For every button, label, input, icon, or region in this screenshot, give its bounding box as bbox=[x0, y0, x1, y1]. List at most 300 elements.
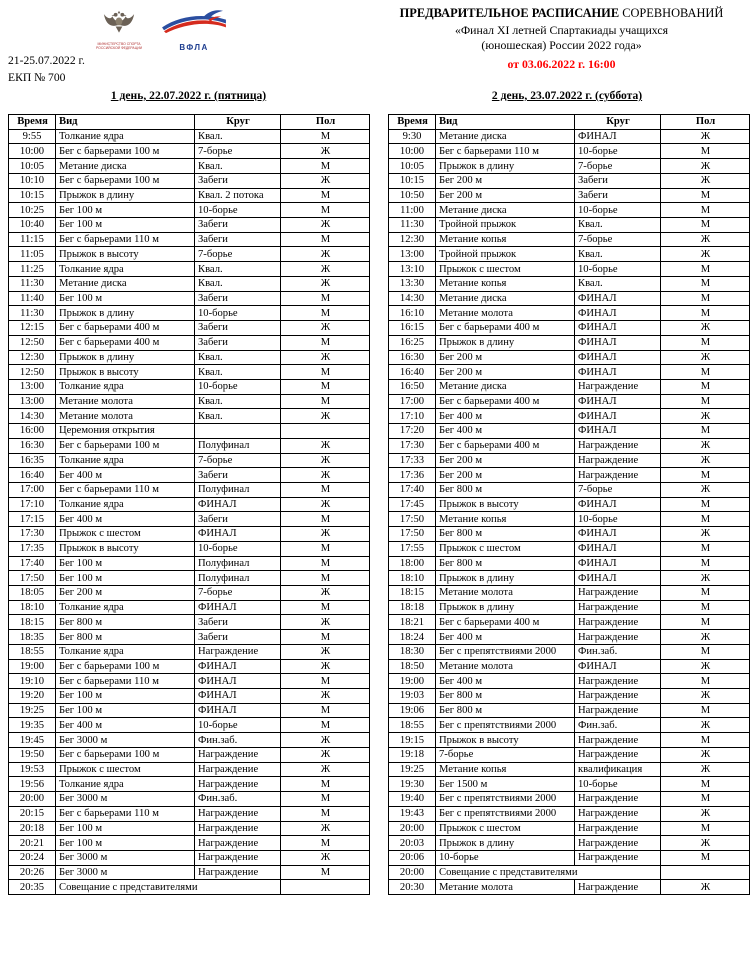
event-cell: Бег с барьерами 400 м bbox=[436, 438, 575, 453]
page-title bbox=[375, 6, 748, 21]
schedule-row bbox=[389, 821, 750, 836]
round-cell: ФИНАЛ bbox=[575, 365, 661, 380]
event-cell: Бег с барьерами 110 м bbox=[56, 482, 195, 497]
time-cell: 17:35 bbox=[9, 541, 56, 556]
gender-cell: М bbox=[661, 644, 750, 659]
event-cell: Метание копья bbox=[436, 512, 575, 527]
round-cell: Награждение bbox=[575, 733, 661, 748]
event-cell: Прыжок в длину bbox=[436, 600, 575, 615]
gender-cell: М bbox=[281, 129, 370, 144]
time-cell: 20:30 bbox=[389, 880, 436, 895]
time-cell: 9:30 bbox=[389, 129, 436, 144]
gender-cell: М bbox=[281, 335, 370, 350]
schedule-row bbox=[9, 777, 370, 792]
event-cell: Бег 3000 м bbox=[56, 865, 195, 880]
column-header-event: Вид bbox=[436, 115, 575, 130]
schedule-row bbox=[9, 512, 370, 527]
schedule-row bbox=[389, 586, 750, 601]
time-cell: 10:05 bbox=[9, 159, 56, 174]
gender-cell: Ж bbox=[661, 247, 750, 262]
schedule-row bbox=[389, 306, 750, 321]
schedule-row bbox=[389, 792, 750, 807]
schedule-row bbox=[389, 365, 750, 380]
time-cell: 17:50 bbox=[9, 571, 56, 586]
schedule-table-day2 bbox=[388, 114, 750, 895]
round-cell: Забеги bbox=[195, 321, 281, 336]
round-cell: Награждение bbox=[575, 689, 661, 704]
round-cell: ФИНАЛ bbox=[575, 571, 661, 586]
event-cell: Метание диска bbox=[436, 379, 575, 394]
time-cell: 19:06 bbox=[389, 703, 436, 718]
gender-cell: М bbox=[281, 365, 370, 380]
round-cell: Забеги bbox=[575, 173, 661, 188]
event-cell: Бег 800 м bbox=[56, 615, 195, 630]
schedule-row bbox=[9, 644, 370, 659]
time-cell: 19:00 bbox=[9, 659, 56, 674]
gender-cell: М bbox=[661, 556, 750, 571]
gender-cell: М bbox=[661, 203, 750, 218]
time-cell: 17:50 bbox=[389, 512, 436, 527]
gender-cell: Ж bbox=[661, 409, 750, 424]
event-cell: Метание молота bbox=[436, 306, 575, 321]
gender-cell: М bbox=[281, 203, 370, 218]
round-cell: 10-борье bbox=[195, 306, 281, 321]
gender-cell: М bbox=[661, 144, 750, 159]
event-cell: Прыжок в длину bbox=[436, 335, 575, 350]
round-cell: Награждение bbox=[575, 630, 661, 645]
time-cell: 19:40 bbox=[389, 792, 436, 807]
event-cell: Прыжок с шестом bbox=[56, 527, 195, 542]
round-cell: ФИНАЛ bbox=[195, 659, 281, 674]
round-cell: 7-борье bbox=[575, 482, 661, 497]
round-cell: ФИНАЛ bbox=[575, 497, 661, 512]
event-cell: Бег 100 м bbox=[56, 689, 195, 704]
time-cell: 17:30 bbox=[389, 438, 436, 453]
gender-cell: М bbox=[281, 394, 370, 409]
gender-cell: М bbox=[661, 733, 750, 748]
schedule-row bbox=[9, 733, 370, 748]
gender-cell: М bbox=[661, 674, 750, 689]
round-cell: ФИНАЛ bbox=[575, 129, 661, 144]
time-cell: 19:18 bbox=[389, 747, 436, 762]
event-cell: Прыжок в длину bbox=[56, 188, 195, 203]
schedule-row bbox=[9, 306, 370, 321]
gender-cell: М bbox=[281, 630, 370, 645]
event-cell: Бег 800 м bbox=[56, 630, 195, 645]
schedule-row bbox=[389, 218, 750, 233]
gender-cell: М bbox=[281, 865, 370, 880]
time-cell: 12:50 bbox=[9, 365, 56, 380]
event-cell: Бег 100 м bbox=[56, 703, 195, 718]
schedule-row bbox=[9, 262, 370, 277]
column-header-gender: Пол bbox=[281, 115, 370, 130]
event-cell: Прыжок в высоту bbox=[56, 365, 195, 380]
schedule-row bbox=[389, 247, 750, 262]
event-cell: Метание молота bbox=[436, 880, 575, 895]
time-cell: 18:15 bbox=[9, 615, 56, 630]
event-cell: Метание молота bbox=[436, 659, 575, 674]
schedule-row bbox=[9, 571, 370, 586]
event-cell: Бег с барьерами 110 м bbox=[56, 806, 195, 821]
event-cell: 7-борье bbox=[436, 747, 575, 762]
time-cell: 20:35 bbox=[9, 880, 56, 895]
event-cell: Метание диска bbox=[56, 159, 195, 174]
event-cell: Толкание ядра bbox=[56, 497, 195, 512]
event-cell: Бег с барьерами 100 м bbox=[56, 144, 195, 159]
round-cell: Забеги bbox=[195, 468, 281, 483]
schedule-row bbox=[389, 703, 750, 718]
round-cell: ФИНАЛ bbox=[575, 541, 661, 556]
schedule-row bbox=[389, 747, 750, 762]
round-cell: Квал. bbox=[195, 159, 281, 174]
round-cell: 7-борье bbox=[575, 159, 661, 174]
round-cell: Награждение bbox=[195, 865, 281, 880]
gender-cell: М bbox=[661, 365, 750, 380]
time-cell: 19:20 bbox=[9, 689, 56, 704]
round-cell: Квал. bbox=[195, 365, 281, 380]
schedule-row bbox=[9, 247, 370, 262]
schedule-row bbox=[389, 512, 750, 527]
time-cell: 10:00 bbox=[9, 144, 56, 159]
gender-cell: Ж bbox=[661, 747, 750, 762]
schedule-row bbox=[389, 630, 750, 645]
schedule-row bbox=[9, 865, 370, 880]
schedule-row bbox=[9, 615, 370, 630]
schedule-row bbox=[9, 394, 370, 409]
schedule-row bbox=[389, 438, 750, 453]
time-cell: 16:00 bbox=[9, 424, 56, 439]
time-cell: 10:40 bbox=[9, 218, 56, 233]
event-cell: Прыжок в высоту bbox=[56, 247, 195, 262]
gender-cell: М bbox=[661, 615, 750, 630]
event-cell: Бег 100 м bbox=[56, 291, 195, 306]
gender-cell: Ж bbox=[661, 482, 750, 497]
revision-date: от 03.06.2022 г. 16:00 bbox=[507, 56, 616, 71]
event-cell: Бег 400 м bbox=[56, 468, 195, 483]
time-cell: 18:18 bbox=[389, 600, 436, 615]
gender-cell: М bbox=[661, 276, 750, 291]
event-cell: Бег с барьерами 400 м bbox=[56, 321, 195, 336]
event-cell: Толкание ядра bbox=[56, 129, 195, 144]
gender-cell: М bbox=[281, 674, 370, 689]
gender-cell: М bbox=[281, 806, 370, 821]
time-cell: 16:15 bbox=[389, 321, 436, 336]
time-cell: 19:50 bbox=[9, 747, 56, 762]
time-cell: 19:53 bbox=[9, 762, 56, 777]
time-cell: 10:10 bbox=[9, 173, 56, 188]
schedule-row bbox=[9, 850, 370, 865]
round-cell: 10-борье bbox=[575, 262, 661, 277]
gender-cell: Ж bbox=[281, 262, 370, 277]
gender-cell: Ж bbox=[661, 571, 750, 586]
time-cell: 17:10 bbox=[9, 497, 56, 512]
event-cell: Метание молота bbox=[436, 586, 575, 601]
gender-cell: Ж bbox=[281, 173, 370, 188]
time-cell: 11:30 bbox=[9, 276, 56, 291]
round-cell: Фин.заб. bbox=[575, 644, 661, 659]
time-cell: 20:00 bbox=[389, 865, 436, 880]
time-cell: 12:30 bbox=[389, 232, 436, 247]
event-cell: Тройной прыжок bbox=[436, 218, 575, 233]
round-cell: Награждение bbox=[575, 453, 661, 468]
schedule-row bbox=[389, 556, 750, 571]
event-cell: Метание копья bbox=[436, 276, 575, 291]
round-cell: Награждение bbox=[575, 821, 661, 836]
round-cell: Полуфинал bbox=[195, 438, 281, 453]
schedule-row bbox=[389, 335, 750, 350]
gender-cell: М bbox=[281, 600, 370, 615]
event-cell: Метание диска bbox=[436, 291, 575, 306]
time-cell: 11:25 bbox=[9, 262, 56, 277]
event-cell: Прыжок в длину bbox=[436, 159, 575, 174]
gender-cell: М bbox=[281, 718, 370, 733]
round-cell: ФИНАЛ bbox=[575, 424, 661, 439]
schedule-row bbox=[389, 718, 750, 733]
schedule-row bbox=[389, 541, 750, 556]
vfla-logo bbox=[160, 8, 228, 52]
gender-cell: М bbox=[281, 836, 370, 851]
round-cell: Забеги bbox=[575, 188, 661, 203]
time-cell: 10:15 bbox=[9, 188, 56, 203]
event-cell: Толкание ядра bbox=[56, 600, 195, 615]
time-cell: 19:00 bbox=[389, 674, 436, 689]
schedule-table-day1 bbox=[8, 114, 370, 895]
schedule-row bbox=[389, 144, 750, 159]
event-cell: Бег 100 м bbox=[56, 821, 195, 836]
round-cell: ФИНАЛ bbox=[575, 556, 661, 571]
gender-cell: М bbox=[281, 703, 370, 718]
time-cell: 17:00 bbox=[389, 394, 436, 409]
round-cell: ФИНАЛ bbox=[575, 335, 661, 350]
event-cell: Совещание с представителями bbox=[436, 865, 661, 880]
event-cell: Метание диска bbox=[436, 203, 575, 218]
round-cell: квалификация bbox=[575, 762, 661, 777]
time-cell: 18:05 bbox=[9, 586, 56, 601]
schedule-row bbox=[9, 659, 370, 674]
gender-cell: Ж bbox=[661, 659, 750, 674]
gender-cell: М bbox=[661, 792, 750, 807]
schedule-row bbox=[9, 600, 370, 615]
time-cell: 20:26 bbox=[9, 865, 56, 880]
gender-cell: М bbox=[661, 188, 750, 203]
event-cell: Бег с препятствиями 2000 bbox=[436, 806, 575, 821]
time-cell: 10:15 bbox=[389, 173, 436, 188]
time-cell: 10:50 bbox=[389, 188, 436, 203]
round-cell: 10-борье bbox=[575, 144, 661, 159]
schedule-row bbox=[9, 424, 370, 439]
event-cell: Бег с барьерами 400 м bbox=[436, 394, 575, 409]
schedule-row bbox=[389, 659, 750, 674]
round-cell: ФИНАЛ bbox=[195, 600, 281, 615]
gender-cell: Ж bbox=[661, 453, 750, 468]
gender-cell: М bbox=[661, 306, 750, 321]
round-cell: Забеги bbox=[195, 291, 281, 306]
round-cell: Квал. bbox=[195, 276, 281, 291]
ministry-caption-line1: МИНИСТЕРСТВО СПОРТА bbox=[97, 42, 141, 46]
schedule-row bbox=[389, 468, 750, 483]
gender-cell: Ж bbox=[661, 129, 750, 144]
time-cell: 18:00 bbox=[389, 556, 436, 571]
gender-cell: Ж bbox=[281, 453, 370, 468]
event-meta bbox=[8, 53, 85, 87]
schedule-row bbox=[389, 424, 750, 439]
round-cell: Забеги bbox=[195, 512, 281, 527]
round-cell: Забеги bbox=[195, 218, 281, 233]
event-cell: Метание копья bbox=[436, 762, 575, 777]
round-cell: Фин.заб. bbox=[195, 733, 281, 748]
column-header-time: Время bbox=[389, 115, 436, 130]
gender-cell: Ж bbox=[281, 689, 370, 704]
round-cell: Забеги bbox=[195, 630, 281, 645]
event-cell: Тройной прыжок bbox=[436, 247, 575, 262]
event-cell: Толкание ядра bbox=[56, 777, 195, 792]
round-cell: ФИНАЛ bbox=[575, 394, 661, 409]
event-cell: Бег 100 м bbox=[56, 836, 195, 851]
gender-cell: М bbox=[661, 335, 750, 350]
schedule-row bbox=[9, 350, 370, 365]
round-cell: Награждение bbox=[575, 600, 661, 615]
round-cell: Полуфинал bbox=[195, 571, 281, 586]
time-cell: 10:25 bbox=[9, 203, 56, 218]
time-cell: 11:30 bbox=[9, 306, 56, 321]
gender-cell: М bbox=[661, 218, 750, 233]
schedule-row bbox=[9, 482, 370, 497]
schedule-row bbox=[389, 777, 750, 792]
time-cell: 17:33 bbox=[389, 453, 436, 468]
schedule-row bbox=[389, 129, 750, 144]
round-cell: 7-борье bbox=[195, 453, 281, 468]
time-cell: 16:30 bbox=[9, 438, 56, 453]
schedule-row bbox=[389, 276, 750, 291]
time-cell: 9:55 bbox=[9, 129, 56, 144]
schedule-row bbox=[389, 482, 750, 497]
event-cell: Прыжок с шестом bbox=[436, 821, 575, 836]
schedule-row bbox=[389, 850, 750, 865]
event-cell: Бег 200 м bbox=[436, 453, 575, 468]
column-header-gender: Пол bbox=[661, 115, 750, 130]
round-cell: Награждение bbox=[575, 379, 661, 394]
gender-cell: Ж bbox=[281, 586, 370, 601]
event-cell: Прыжок в высоту bbox=[436, 733, 575, 748]
event-cell: Прыжок с шестом bbox=[56, 762, 195, 777]
event-cell: Бег 200 м bbox=[436, 188, 575, 203]
round-cell: Квал. bbox=[195, 350, 281, 365]
schedule-row bbox=[9, 129, 370, 144]
gender-cell: М bbox=[281, 541, 370, 556]
event-cell: Бег с препятствиями 2000 bbox=[436, 718, 575, 733]
schedule-row bbox=[9, 497, 370, 512]
column-header-round: Круг bbox=[195, 115, 281, 130]
round-cell: Награждение bbox=[575, 438, 661, 453]
round-cell bbox=[195, 424, 281, 439]
schedule-row bbox=[389, 409, 750, 424]
gender-cell: М bbox=[281, 291, 370, 306]
time-cell: 20:03 bbox=[389, 836, 436, 851]
time-cell: 13:30 bbox=[389, 276, 436, 291]
round-cell: Квал. 2 потока bbox=[195, 188, 281, 203]
document-header bbox=[375, 6, 748, 72]
schedule-row bbox=[9, 541, 370, 556]
round-cell: 10-борье bbox=[575, 203, 661, 218]
event-cell: Прыжок в длину bbox=[436, 571, 575, 586]
table-header-row bbox=[9, 115, 370, 130]
round-cell: Награждение bbox=[575, 468, 661, 483]
subtitle-line1: «Финал XI летней Спартакиады учащихся bbox=[454, 23, 669, 37]
schedule-row bbox=[9, 630, 370, 645]
time-cell: 17:40 bbox=[9, 556, 56, 571]
schedule-row bbox=[389, 644, 750, 659]
schedule-row bbox=[9, 556, 370, 571]
event-cell: Бег 100 м bbox=[56, 218, 195, 233]
vfla-label: ВФЛА bbox=[179, 43, 209, 52]
round-cell: ФИНАЛ bbox=[195, 497, 281, 512]
round-cell: 10-борье bbox=[195, 203, 281, 218]
round-cell: Забеги bbox=[195, 173, 281, 188]
event-cell: Бег с препятствиями 2000 bbox=[436, 792, 575, 807]
time-cell: 18:50 bbox=[389, 659, 436, 674]
schedule-row bbox=[9, 173, 370, 188]
time-cell: 17:55 bbox=[389, 541, 436, 556]
event-dates: 21-25.07.2022 г. bbox=[8, 54, 85, 67]
event-cell: Бег с барьерами 100 м bbox=[56, 659, 195, 674]
round-cell: Награждение bbox=[195, 821, 281, 836]
gender-cell: М bbox=[661, 703, 750, 718]
gender-cell: М bbox=[281, 571, 370, 586]
time-cell: 17:20 bbox=[389, 424, 436, 439]
schedule-row bbox=[389, 203, 750, 218]
column-header-round: Круг bbox=[575, 115, 661, 130]
time-cell: 10:05 bbox=[389, 159, 436, 174]
round-cell: Квал. bbox=[195, 129, 281, 144]
round-cell: Забеги bbox=[195, 232, 281, 247]
event-cell: Бег 800 м bbox=[436, 556, 575, 571]
time-cell: 14:30 bbox=[9, 409, 56, 424]
schedule-row bbox=[9, 365, 370, 380]
schedule-row bbox=[389, 159, 750, 174]
gender-cell: М bbox=[281, 556, 370, 571]
gender-cell: Ж bbox=[281, 218, 370, 233]
schedule-row bbox=[9, 586, 370, 601]
gender-cell: М bbox=[661, 777, 750, 792]
schedule-row bbox=[389, 806, 750, 821]
gender-cell: Ж bbox=[281, 350, 370, 365]
event-cell: Прыжок в высоту bbox=[56, 541, 195, 556]
gender-cell: Ж bbox=[281, 468, 370, 483]
gender-cell: Ж bbox=[281, 497, 370, 512]
time-cell: 20:00 bbox=[389, 821, 436, 836]
event-cell: Толкание ядра bbox=[56, 644, 195, 659]
schedule-row bbox=[389, 497, 750, 512]
time-cell: 20:18 bbox=[9, 821, 56, 836]
round-cell: Награждение bbox=[575, 703, 661, 718]
schedule-row bbox=[9, 674, 370, 689]
gender-cell: М bbox=[281, 512, 370, 527]
time-cell: 18:21 bbox=[389, 615, 436, 630]
event-cell: Бег 200 м bbox=[436, 173, 575, 188]
schedule-row bbox=[9, 821, 370, 836]
ministry-caption-line2: РОССИЙСКОЙ ФЕДЕРАЦИИ bbox=[96, 46, 143, 51]
schedule-row bbox=[9, 276, 370, 291]
schedule-row bbox=[389, 321, 750, 336]
event-cell: Бег 400 м bbox=[56, 512, 195, 527]
time-cell: 17:50 bbox=[389, 527, 436, 542]
gender-cell: Ж bbox=[281, 659, 370, 674]
schedule-row bbox=[9, 203, 370, 218]
round-cell: Награждение bbox=[575, 674, 661, 689]
schedule-row bbox=[389, 379, 750, 394]
event-cell: Метание диска bbox=[56, 276, 195, 291]
time-cell: 18:30 bbox=[389, 644, 436, 659]
